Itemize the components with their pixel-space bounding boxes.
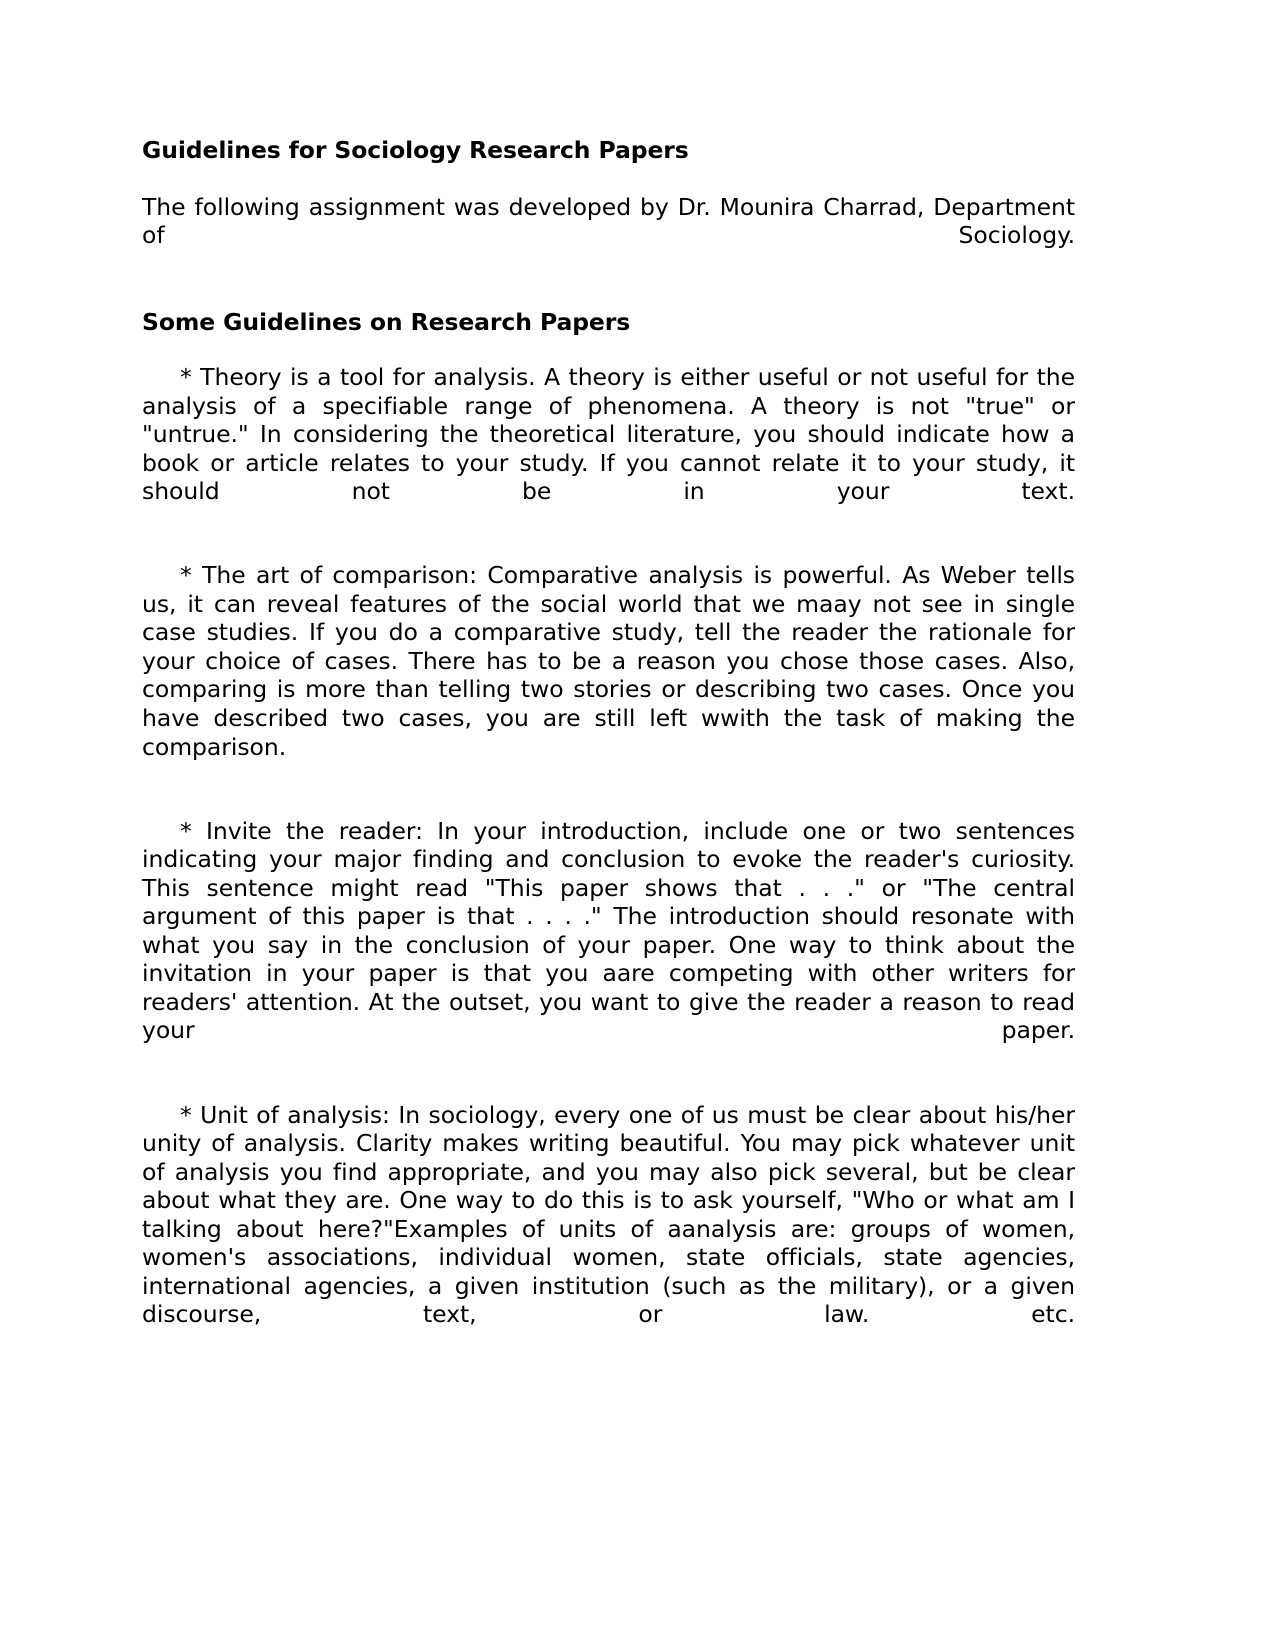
guideline-paragraph-comparison: * The art of comparison: Comparative analysis is powerful. As Weber tells us, it can reveal features of the social world that we maay not see in single case studies. If you do a comparative study, tell the reader the rationale for your choice of cases. There has to be a reason you chose those cases. Also, comparing is more than telling two stories or describing two cases. Once you have described two cases, you are still left wwith the task of making the comparison. bbox=[142, 561, 1075, 761]
intro-paragraph: The following assignment was developed by Dr. Mounira Charrad, Department of Sociology. bbox=[142, 192, 1075, 250]
guideline-paragraph-unit-of-analysis: * Unit of analysis: In sociology, every one of us must be clear about his/her unity of analysis. Clarity makes writing beautiful. You may pick whatever unit of analysis you find appropriate, and you may also pick several, but be clear about what they are. One way to do this is to ask yourself, "Who or what am I talking about here?"Examples of units of aanalysis are: groups of women, women's associations, individual women, state officials, state agencies, international agencies, a given institution (such as the military), or a given discourse, text, or law. etc. bbox=[142, 1100, 1075, 1329]
section-heading-block bbox=[142, 308, 1075, 337]
guideline-paragraph-theory: * Theory is a tool for analysis. A theory is either useful or not useful for the analysis of a specifiable range of phenomena. A theory is not "true" or "untrue." In considering the theoretical literature, you should indicate how a book or article relates to your study. If you cannot relate it to your study, it should not be in your text. bbox=[142, 362, 1075, 506]
page-title: Guidelines for Sociology Research Papers bbox=[142, 136, 689, 164]
guideline-paragraph-invite-reader: * Invite the reader: In your introduction, include one or two sentences indicating your major finding and conclusion to evoke the reader's curiosity. This sentence might read "This paper shows that . . ." or "The central argument of this paper is that . . . ." The introduction should resonate with what you say in the conclusion of your paper. One way to think about the invitation in your paper is that you aare competing with other writers for readers' attention. At the outset, you want to give the reader a reason to read your paper. bbox=[142, 816, 1075, 1045]
document-body bbox=[142, 136, 1075, 1357]
title-block bbox=[142, 136, 1075, 165]
section-heading: Some Guidelines on Research Papers bbox=[142, 308, 631, 337]
